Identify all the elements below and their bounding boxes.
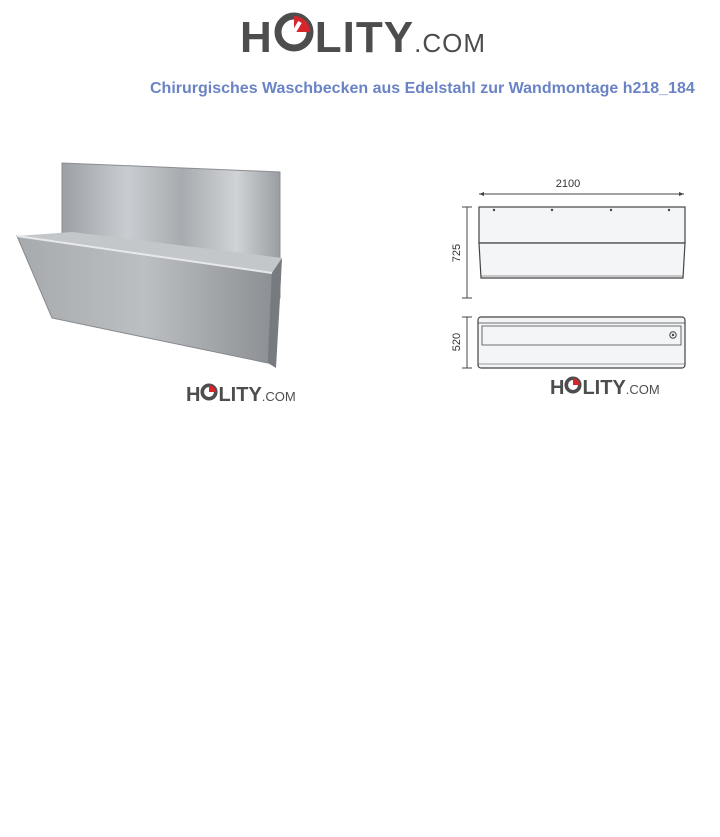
- width-label: 2100: [555, 178, 581, 190]
- product-photo: [14, 158, 304, 378]
- front-view-backpanel: [479, 207, 685, 243]
- logo-word-lity: LITY: [314, 13, 415, 62]
- logo-suffix: .COM: [625, 382, 660, 397]
- logo-o-icon: [200, 383, 218, 407]
- logo-o-icon: [273, 12, 315, 63]
- height-label: 725: [451, 243, 463, 263]
- holity-logo-small: [186, 383, 296, 407]
- technical-drawing: [440, 170, 700, 380]
- logo-suffix: .COM: [261, 389, 296, 404]
- logo-suffix: .COM: [414, 28, 486, 58]
- holity-logo-small: [550, 376, 660, 400]
- logo-word-lity: LITY: [582, 377, 626, 399]
- holity-logo[interactable]: [240, 12, 486, 63]
- logo-letter-h: H: [550, 377, 565, 399]
- top-view: [478, 317, 685, 368]
- depth-label: 520: [451, 332, 463, 352]
- front-view-basin: [479, 243, 685, 278]
- logo-o-icon: [564, 376, 582, 400]
- product-title: Chirurgisches Waschbecken aus Edelstahl zur Wandmontage h218_184: [150, 80, 695, 97]
- logo-letter-h: H: [186, 384, 201, 406]
- logo-letter-h: H: [240, 13, 273, 62]
- logo-word-lity: LITY: [218, 384, 262, 406]
